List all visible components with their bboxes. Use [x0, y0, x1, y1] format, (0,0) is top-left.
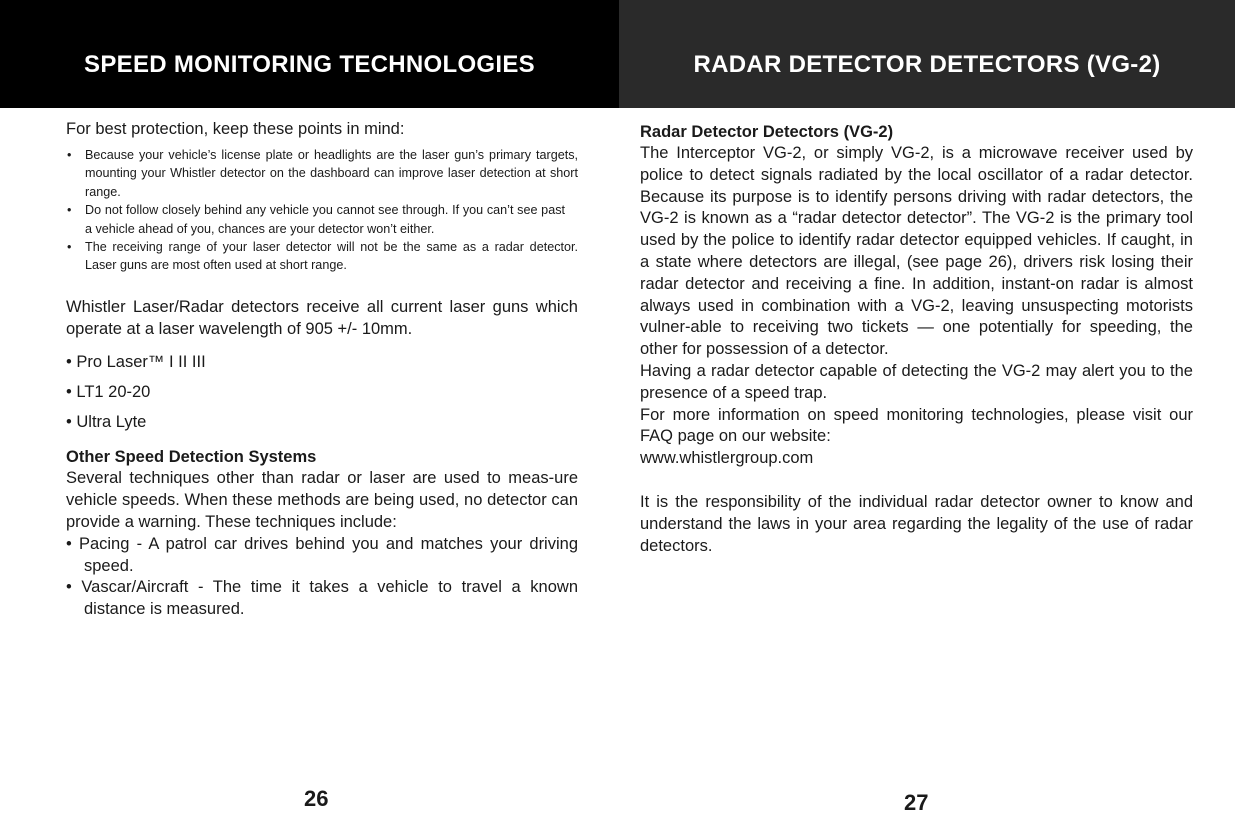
right-page-number: 27 [904, 790, 929, 815]
laser-paragraph: Whistler Laser/Radar detectors receive all current laser guns which operate at a laser wavelength of 905 +/- 10mm. [66, 297, 578, 338]
other-systems-paragraph: Several techniques other than radar or laser are used to meas-ure vehicle speeds. When these methods are being used, no detector can provide a warning. These techniques include: [66, 469, 578, 532]
technique-item: • Vascar/Aircraft - The time it takes a vehicle to travel a known distance is measured. [66, 578, 578, 619]
vg2-section-heading: Radar Detector Detectors (VG-2) [640, 123, 894, 141]
techniques-list [66, 534, 578, 621]
tips-list [66, 146, 578, 275]
tip-item: • The receiving range of your laser detector will not be the same as a radar detector. Laser guns are most often used at short range. [66, 238, 578, 275]
vg2-paragraph-4: It is the responsibility of the individual radar detector owner to know and understand the laws in your area regarding the legality of the use of radar detectors. [640, 492, 1193, 555]
left-page-number: 26 [304, 786, 329, 811]
left-page-header [0, 0, 619, 108]
website-link: www.whistlergroup.com [640, 449, 814, 468]
vg2-paragraph-3: For more information on speed monitoring technologies, please visit our FAQ page on our website: [640, 405, 1193, 446]
intro-text: For best protection, keep these points in mind: [66, 120, 405, 138]
right-page-content [640, 121, 1193, 557]
laser-gun-item: • Ultra Lyte [66, 413, 147, 432]
vg2-paragraph-1: The Interceptor VG-2, or simply VG-2, is a microwave receiver used by police to detect signals radiated by the local oscillator of a radar detector. Because its purpose is to identify persons driving with radar detectors, the VG-2 is known as a “radar detector detector”. The VG-2 is the primary tool used by the police to identify radar detector equipped vehicles. If caught, in a state where detectors are illegal, (see page 26), drivers risk losing their radar detector and receiving a fine. In addition, instant-on radar is almost always used in combination with a VG-2, leaving unsuspecting motorists vulner-able to receiving two tickets — one potentially for speeding, the other for possession of a detector. [640, 144, 1193, 359]
paragraph-spacer [640, 470, 1193, 492]
tip-item: • Do not follow closely behind any vehicle you cannot see through. If you can’t see past a vehicle ahead of you, chances are your detector won’t either. [66, 201, 565, 238]
laser-gun-item: • LT1 20-20 [66, 383, 151, 402]
right-page-header [619, 0, 1235, 108]
laser-gun-item: • Pro Laser™ I II III [66, 353, 206, 372]
laser-gun-list [66, 347, 578, 437]
right-page-title: RADAR DETECTOR DETECTORS (VG-2) [693, 51, 1161, 78]
left-page-title: SPEED MONITORING TECHNOLOGIES [84, 51, 535, 78]
left-page-content [66, 118, 578, 621]
tip-item: • Because your vehicle’s license plate or headlights are the laser gun’s primary targets, mounting your Whistler detector on the dashboard can improve laser detection at short range. [66, 146, 578, 201]
technique-item: • Pacing - A patrol car drives behind you and matches your driving speed. [66, 534, 578, 575]
other-systems-heading: Other Speed Detection Systems [66, 448, 317, 467]
vg2-paragraph-2: Having a radar detector capable of detecting the VG-2 may alert you to the presence of a speed trap. [640, 361, 1193, 402]
